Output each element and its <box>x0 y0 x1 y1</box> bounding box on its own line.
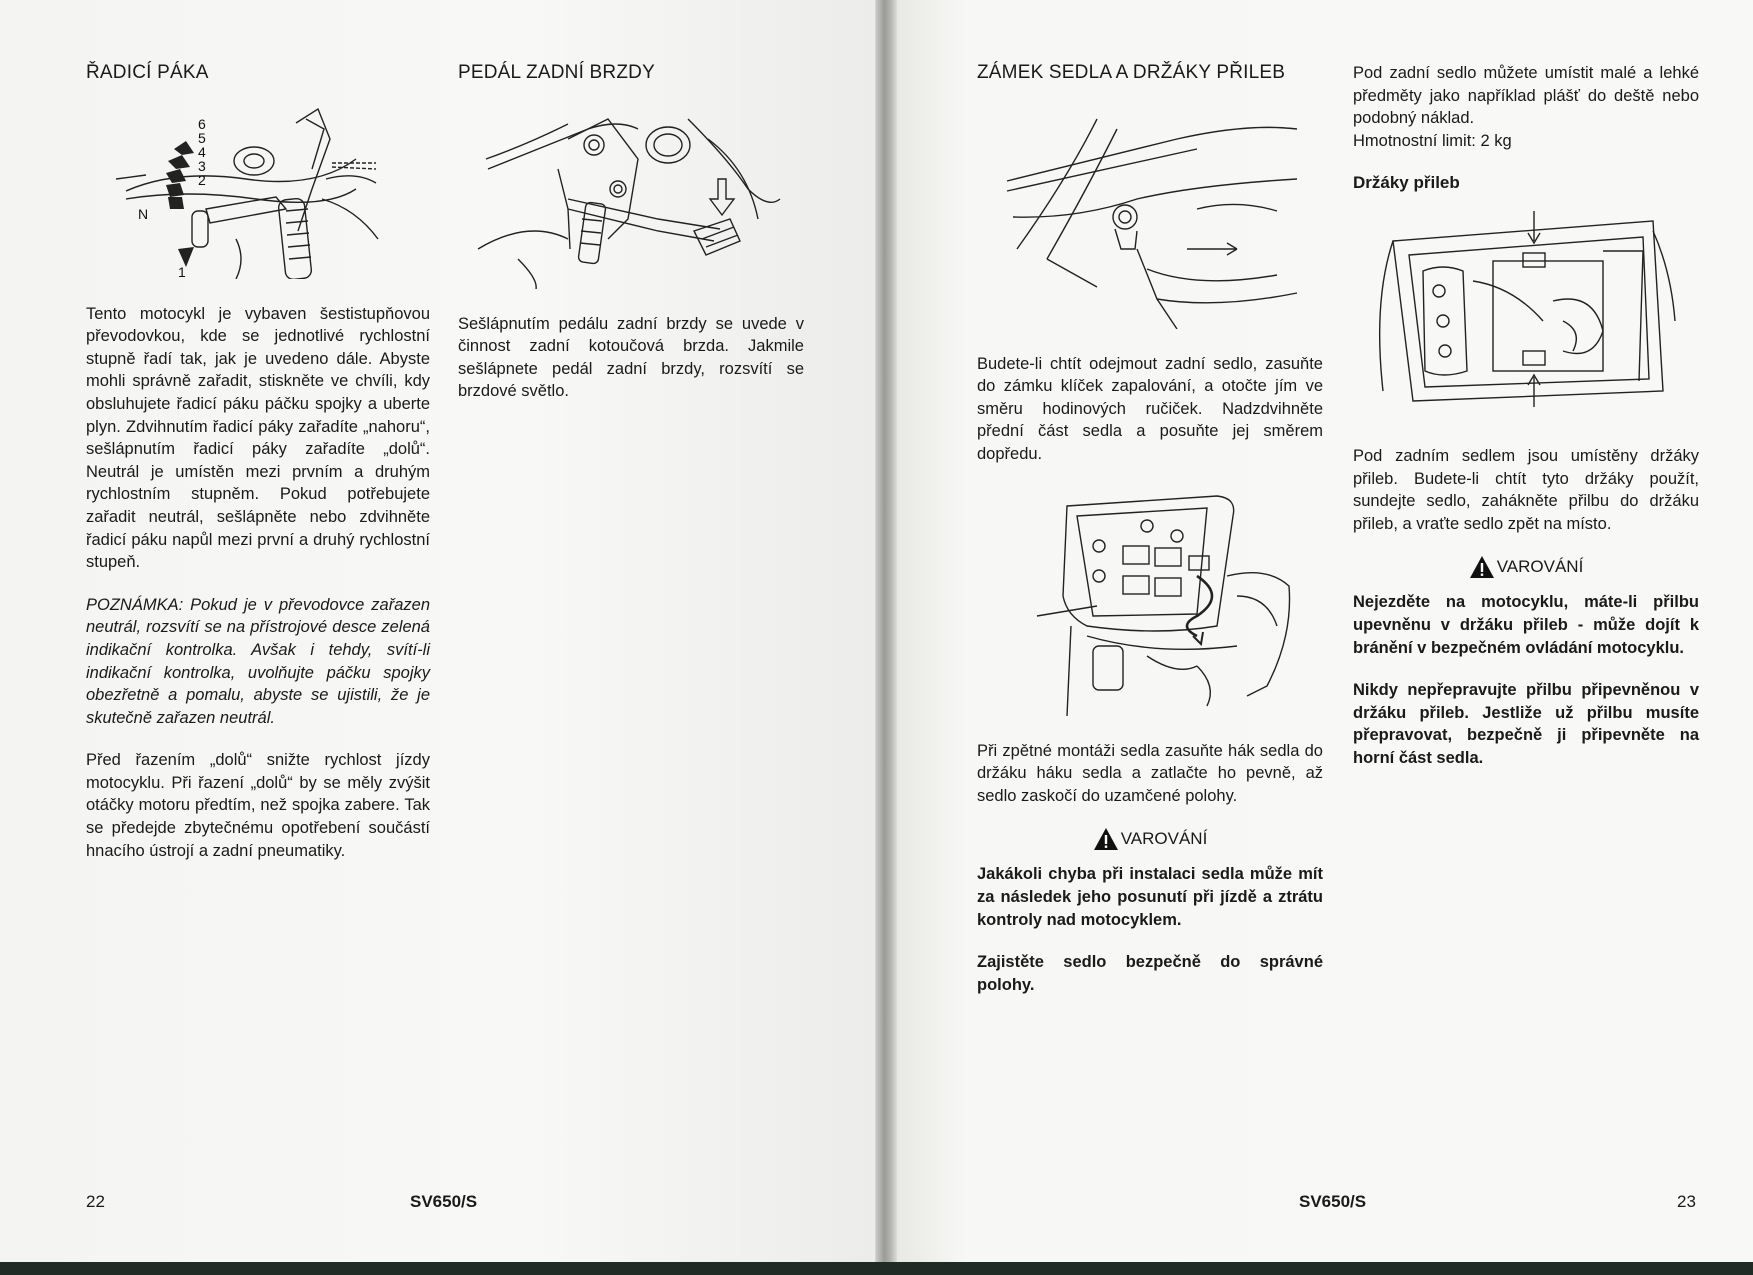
seat-warning-text-1: Jakákoli chyba při instalaci sedla může mít za následek jeho posunutí při jízdě a ztrátu kontroly nad motocyklem. <box>977 865 1323 929</box>
helmet-warning-header <box>1353 555 1699 579</box>
right-page-model: SV650/S <box>1299 1192 1367 1211</box>
gear-lever-paragraph: Tento motocykl je vybaven šestistupňovou převodovkou, kde se jednotlivé rychlostní stupně řadí tak, jak je uvedeno dále. Abyste mohli správně zařadit, stiskněte ve chvíli, kdy obsluhujete řadicí páku páčku spojky a uberte plyn. Zdvihnutím řadicí páky zařadíte „nahoru“, sešlápnutím řadicí páky zařadíte „dolů“. Neutrál je umístěn mezi prvním a druhým rychlostním stupněm. Pokud potřebujete zařadit neutrál, sešlápněte nebo zdvihněte řadicí páku napůl mezi první a druhý rychlostní stupeň. <box>86 304 430 572</box>
seat-lock-section <box>977 62 1323 1016</box>
right-page <box>897 0 1753 1262</box>
gear-label-3: 3 <box>198 157 206 174</box>
seat-lock-paragraph: Budete-li chtít odejmout zadní sedlo, zasuňte do zámku klíček zapalování, a otočte jím ve směru hodinových ručiček. Nadzdvihněte přední část sedla a posuňte jej směrem dopředu. <box>977 354 1323 463</box>
gear-label-4: 4 <box>198 143 206 160</box>
gear-lever-section <box>86 62 430 882</box>
left-page-model: SV650/S <box>410 1192 478 1211</box>
helmet-warning-text-1: Nejezděte na motocyklu, máte-li přilbu upevněnu v držáku přileb - může dojít k bránění v bezpečném ovládání motocyklu. <box>1353 593 1699 657</box>
gear-lever-title: ŘADICÍ PÁKA <box>86 62 209 83</box>
seat-hook-illustration <box>997 486 1297 716</box>
warning-triangle-icon <box>1469 555 1495 579</box>
gear-label-1: 1 <box>178 263 186 279</box>
storage-paragraph: Pod zadní sedlo můžete umístit malé a lehké předměty jako například plášť do deště nebo podobný náklad. <box>1353 64 1699 128</box>
seat-lock-title: ZÁMEK SEDLA A DRŽÁKY PŘILEB <box>977 62 1286 83</box>
seat-install-paragraph: Při zpětné montáži sedla zasuňte hák sedla do držáku háku sedla a zatlačte ho pevně, až sedlo zaskočí do uzamčené polohy. <box>977 741 1323 805</box>
gear-label-6: 6 <box>198 115 206 132</box>
helmet-holder-section <box>1353 62 1699 790</box>
rear-brake-title: PEDÁL ZADNÍ BRZDY <box>458 62 655 83</box>
left-page-number: 22 <box>86 1192 105 1211</box>
helmet-warning-label: VAROVÁNÍ <box>1496 557 1584 577</box>
helmet-warning-text-2: Nikdy nepřepravujte přilbu připevněnou v držáku přileb. Jestliže už přilbu musíte přepravovat, bezpečně ji připevněte na horní část sedla. <box>1353 681 1699 767</box>
gear-label-2: 2 <box>198 171 206 188</box>
rear-brake-section <box>458 62 804 423</box>
book-gutter <box>876 0 897 1262</box>
rear-brake-illustration <box>458 99 788 289</box>
helmet-holder-illustration <box>1353 211 1683 421</box>
gear-label-neutral: N <box>138 205 149 222</box>
gear-lever-note: POZNÁMKA: Pokud je v převodovce zařazen neutrál, rozsvítí se na přístrojové desce zelená indikační kontrolka. Avšak i tehdy, svítí-li indikační kontrolka, uvolňujte páčku spojky obezřetně a pomalu, abyste se ujistili, že je skutečně zařazen neutrál. <box>86 595 430 727</box>
seat-warning-text-2: Zajistěte sedlo bezpečně do správné polohy. <box>977 953 1323 994</box>
gear-label-5: 5 <box>198 129 206 146</box>
gear-downshift-paragraph: Před řazením „dolů“ snižte rychlost jízdy motocyklu. Při řazení „dolů“ by se měly zvýšit otáčky motoru předtím, než spojka zabere. Tak se předejde zbytečnému opotřebení součástí hnacího ústrojí a zadní pneumatiky. <box>86 751 430 860</box>
rear-brake-paragraph: Sešlápnutím pedálu zadní brzdy se uvede v činnost zadní kotoučová brzda. Jakmile sešlápnete pedál zadní brzdy, rozsvítí se brzdové světlo. <box>458 314 804 401</box>
left-page <box>0 0 876 1262</box>
warning-triangle-icon <box>1093 827 1119 851</box>
seat-warning-header <box>977 827 1323 851</box>
right-page-number: 23 <box>1677 1192 1696 1211</box>
weight-limit: Hmotnostní limit: 2 kg <box>1353 131 1512 150</box>
seat-lock-illustration <box>977 99 1317 329</box>
gear-lever-illustration <box>86 99 386 279</box>
helmet-holder-paragraph: Pod zadním sedlem jsou umístěny držáky přileb. Budete-li chtít tyto držáky použít, sundejte sedlo, zahákněte přilbu do držáku přileb, a vraťte sedlo zpět na místo. <box>1353 446 1699 533</box>
helmet-holder-subtitle: Držáky přileb <box>1353 173 1460 193</box>
seat-warning-label: VAROVÁNÍ <box>1120 829 1208 849</box>
